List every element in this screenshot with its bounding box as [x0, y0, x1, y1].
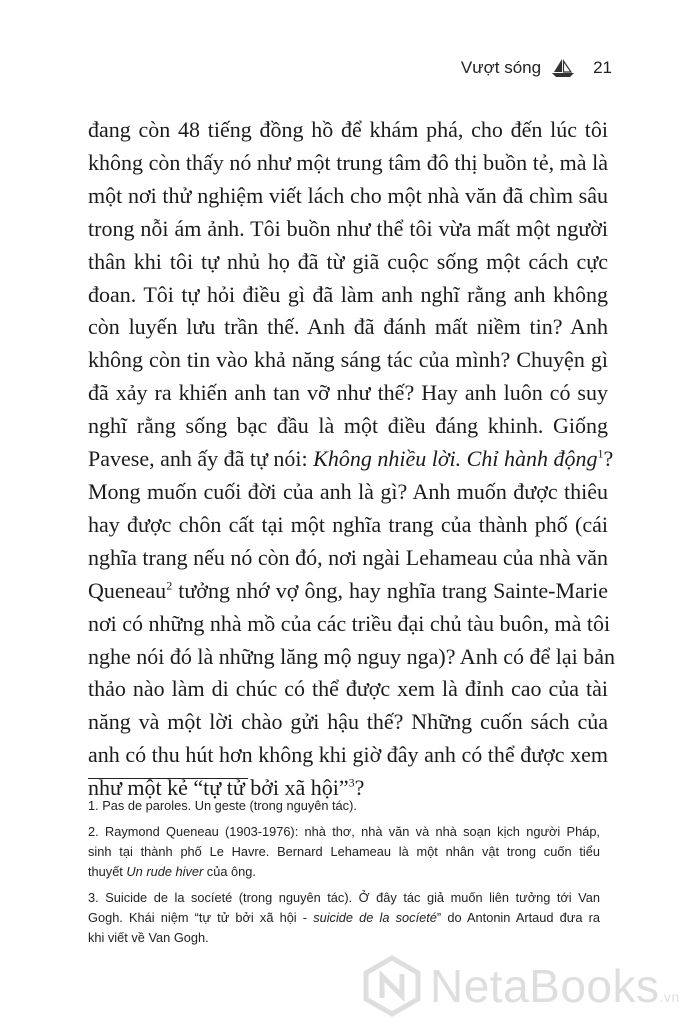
text-line: nghe nói đó là những lăng mộ nguy nga)? Anh có để lại bản: [88, 643, 615, 669]
footnote-line: sinh tại thành phố Le Havre. Bernard Lehameau là một nhân vật trong cuốn tiểu: [88, 844, 600, 859]
text-line: [88, 443, 614, 476]
footnotes: [88, 796, 600, 954]
footnote-ref: 1: [597, 446, 604, 461]
body-text: [88, 114, 615, 805]
footnote-line: 3. Suicide de la socíeté (trong nguyên tác). Ở đây tác giả muốn liên tưởng tới Van: [88, 890, 600, 905]
text-segment: Gogh. Khái niệm “tự tử bởi xã hội -: [88, 910, 314, 925]
text-line: hay được chôn cất tại một nghĩa trang của thành phố (cái: [88, 511, 608, 537]
watermark-brand: NetaBooks: [430, 960, 660, 1012]
sailboat-icon: [551, 58, 575, 78]
footnote-line: [88, 862, 600, 882]
watermark-text: [430, 959, 680, 1013]
netabooks-logo-icon: [360, 954, 424, 1018]
text-line: nghĩ rằng sống bạc đầu là một điều đáng khinh. Giống: [88, 413, 608, 439]
text-line: thảo nào làm di chúc có thể được xem là đỉnh cao của tài: [88, 676, 608, 702]
footnote-divider: [88, 778, 248, 779]
text-segment: của ông.: [203, 864, 256, 879]
italic-title: Un rude hiver: [126, 864, 204, 879]
chapter-title: Vượt sóng: [460, 58, 542, 77]
text-line: [88, 575, 608, 608]
footnote-line: 2. Raymond Queneau (1903-1976): nhà thơ, nhà văn và nhà soạn kịch người Pháp,: [88, 824, 600, 839]
page-number: 21: [593, 58, 612, 77]
text-segment: thuyết: [88, 864, 127, 879]
footnote-ref: 2: [166, 578, 173, 593]
text-segment: ?: [603, 446, 614, 472]
text-line: trong nỗi ám ảnh. Tôi buồn như thể tôi vừa mất một người: [88, 215, 608, 241]
text-line: đoan. Tôi tự hỏi điều gì đã làm anh nghĩ rằng anh không: [88, 281, 608, 307]
running-header: [461, 58, 612, 78]
text-segment: ?: [354, 775, 365, 801]
text-line: còn luyến lưu trần thế. Anh đã đánh mất niềm tin? Anh: [88, 314, 608, 340]
footnote-line: [88, 908, 600, 928]
italic-term: suicide de la socíeté: [313, 910, 437, 925]
watermark: [360, 946, 700, 1026]
italic-quote: Không nhiều lời. Chỉ hành động: [313, 446, 598, 472]
text-segment: Pavese, anh ấy đã tự nói:: [88, 446, 314, 472]
text-line: Mong muốn cuối đời của anh là gì? Anh muốn được thiêu: [88, 478, 608, 504]
text-segment: tưởng nhớ vợ ông, hay nghĩa trang Sainte-Marie: [172, 577, 608, 603]
text-line: nghĩa trang nếu nó còn đó, nơi ngài Lehameau của nhà văn: [88, 544, 608, 570]
footnote-3: [88, 888, 600, 948]
text-line: không còn tin vào khả năng sáng tác của mình? Chuyện gì: [88, 347, 608, 373]
text-line: nơi có những nhà mồ của các triều đại chủ tàu buôn, mà tôi: [88, 610, 611, 636]
text-line: anh có thu hút hơn không khi giờ đây anh có thể được xem: [88, 742, 608, 768]
text-line: thân khi tôi tự nhủ họ đã từ giã cuộc sống một cách cực: [88, 248, 608, 274]
watermark-suffix: .vn: [659, 989, 680, 1005]
text-line: đang còn 48 tiếng đồng hồ để khám phá, cho đến lúc tôi: [88, 117, 608, 142]
text-line: đã xảy ra khiến anh tan vỡ như thế? Hay anh luôn có suy: [88, 380, 608, 406]
text-segment: như một kẻ “tự tử bởi xã hội”: [88, 775, 349, 801]
footnote-ref: 3: [348, 775, 355, 790]
text-line: một nơi thử nghiệm viết lách cho một nhà văn đã chìm sâu: [88, 182, 608, 208]
footnote-line: 1. Pas de paroles. Un geste (trong nguyên tác).: [88, 798, 357, 813]
text-line: không còn thấy nó như một trung tâm đô thị buồn tẻ, mà là: [88, 149, 608, 175]
text-segment: ” do Antonin Artaud đưa ra: [436, 910, 600, 925]
text-segment: Queneau: [88, 577, 167, 603]
footnote-2: [88, 822, 600, 882]
footnote-1: [88, 796, 600, 816]
footnote-line: khi viết về Van Gogh.: [88, 930, 209, 945]
text-line: năng và một lời chào gửi hậu thế? Những cuốn sách của: [88, 709, 608, 735]
